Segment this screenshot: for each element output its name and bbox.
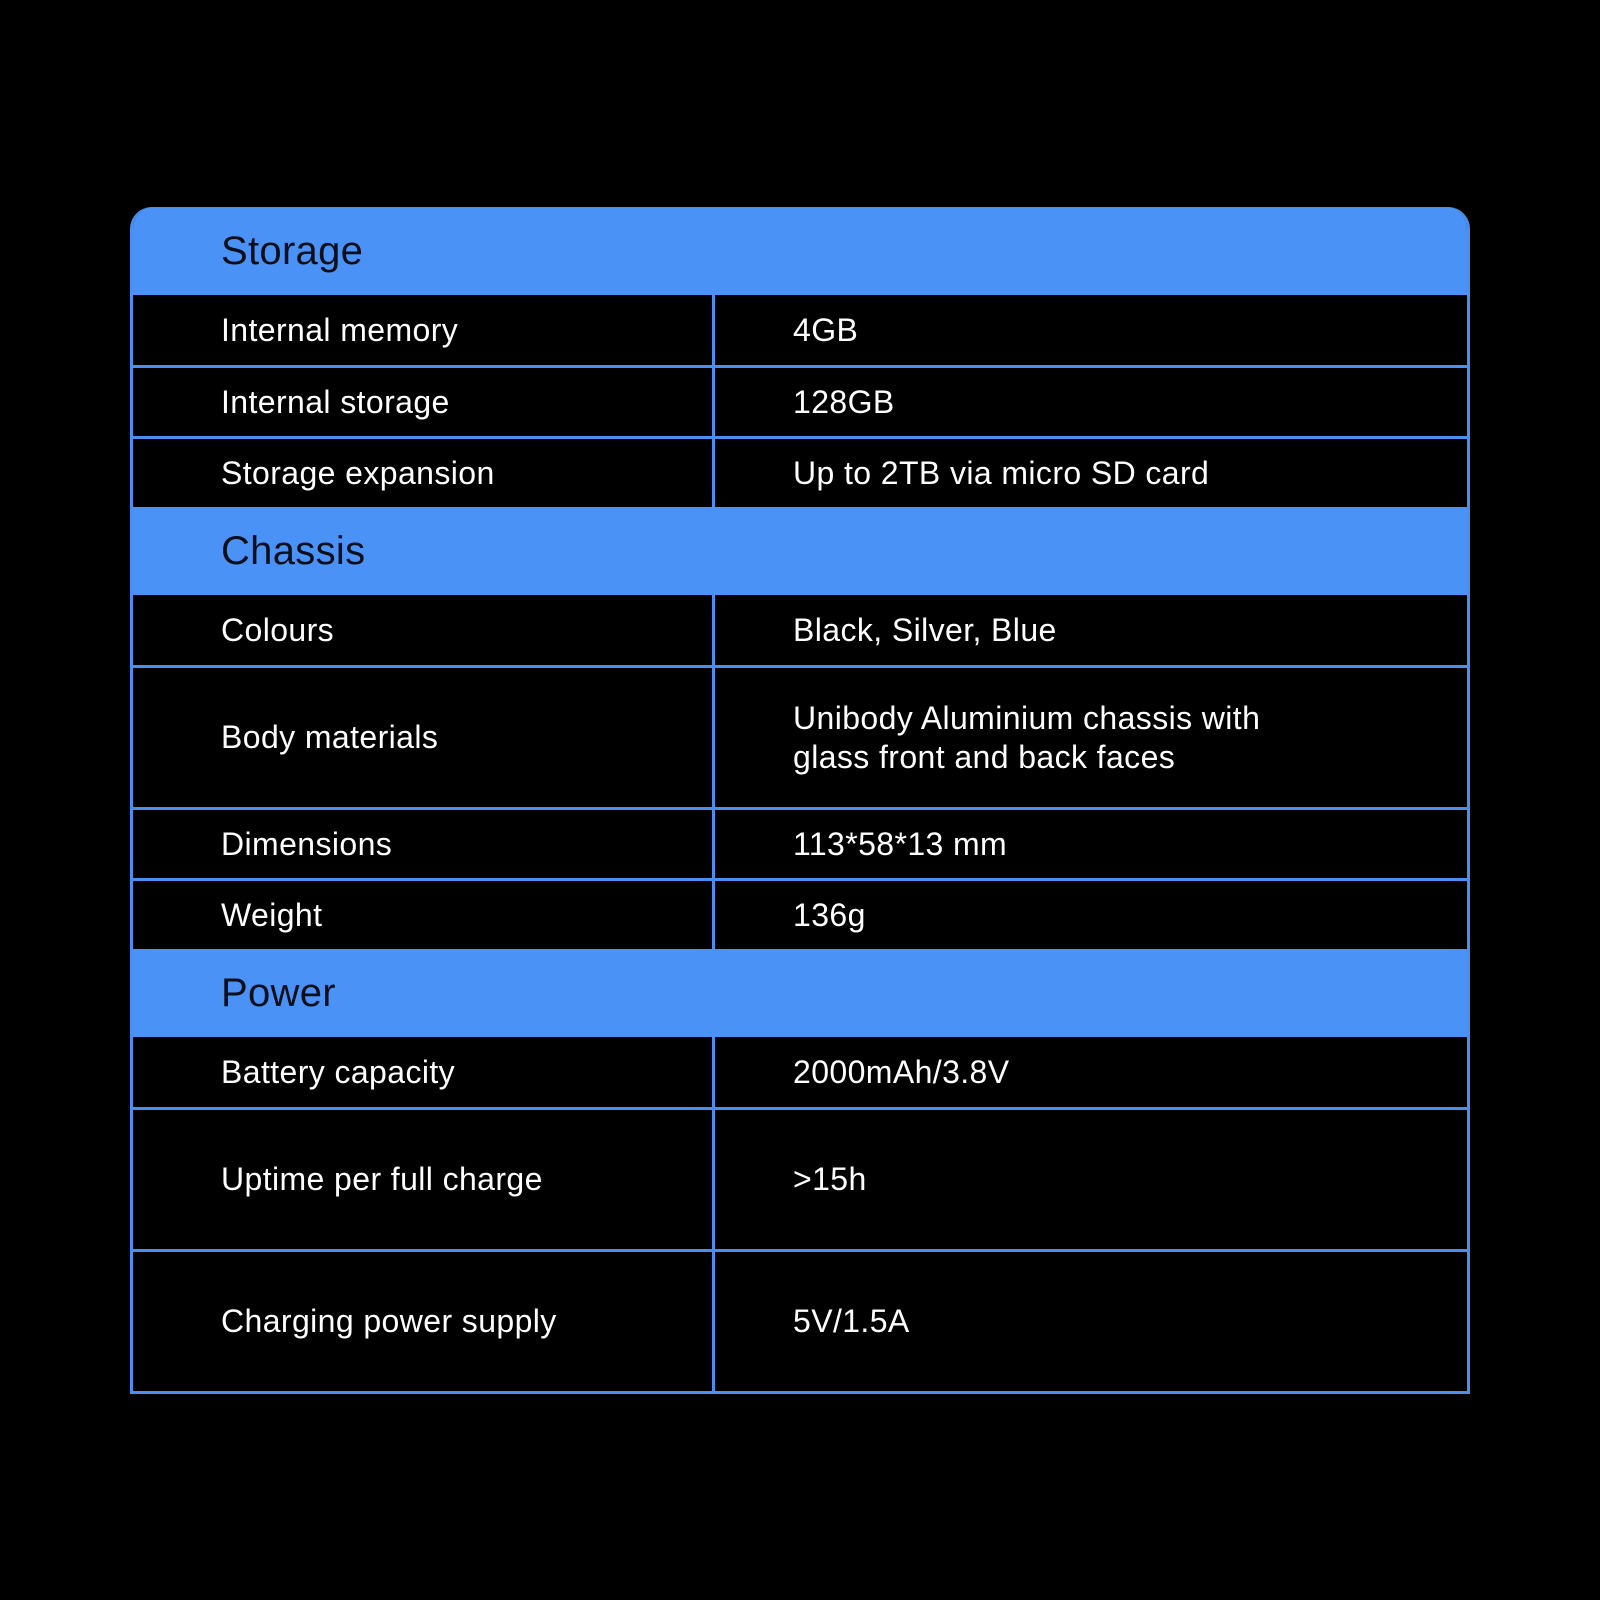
section-title: Chassis: [221, 528, 366, 573]
spec-table: [130, 207, 1470, 1394]
row-label: Weight: [133, 881, 715, 949]
section-header-chassis: [133, 507, 1467, 595]
table-row: [133, 365, 1467, 436]
table-row: [133, 436, 1467, 507]
row-label: Charging power supply: [133, 1252, 715, 1391]
row-label: Battery capacity: [133, 1037, 715, 1107]
section-header-storage: [133, 207, 1467, 295]
table-row: [133, 295, 1467, 365]
row-value: 136g: [793, 896, 866, 933]
row-value: 2000mAh/3.8V: [793, 1053, 1010, 1090]
row-label: Uptime per full charge: [133, 1110, 715, 1249]
row-value: 128GB: [793, 383, 895, 420]
section-title: Storage: [221, 228, 364, 273]
row-label: Internal storage: [133, 368, 715, 436]
row-value: >15h: [793, 1161, 867, 1197]
section-title: Power: [221, 970, 336, 1015]
row-label: Body materials: [133, 668, 715, 807]
row-value-line: Unibody Aluminium chassis with: [793, 699, 1261, 736]
row-value: [715, 668, 1467, 807]
row-label: Storage expansion: [133, 439, 715, 507]
table-row: [133, 665, 1467, 807]
table-row: [133, 807, 1467, 878]
table-row: [133, 878, 1467, 949]
table-row: [133, 1037, 1467, 1107]
row-label: Internal memory: [133, 295, 715, 365]
row-label: Dimensions: [133, 810, 715, 878]
row-label: Colours: [133, 595, 715, 665]
table-row: [133, 1249, 1467, 1391]
table-row: [133, 595, 1467, 665]
table-row: [133, 1107, 1467, 1249]
row-value: 5V/1.5A: [793, 1303, 910, 1339]
row-value: Up to 2TB via micro SD card: [793, 454, 1210, 491]
row-value: Black, Silver, Blue: [793, 611, 1057, 648]
row-value: 4GB: [793, 311, 859, 348]
row-value: 113*58*13 mm: [793, 825, 1008, 862]
section-header-power: [133, 949, 1467, 1037]
row-value-line: glass front and back faces: [793, 738, 1176, 775]
